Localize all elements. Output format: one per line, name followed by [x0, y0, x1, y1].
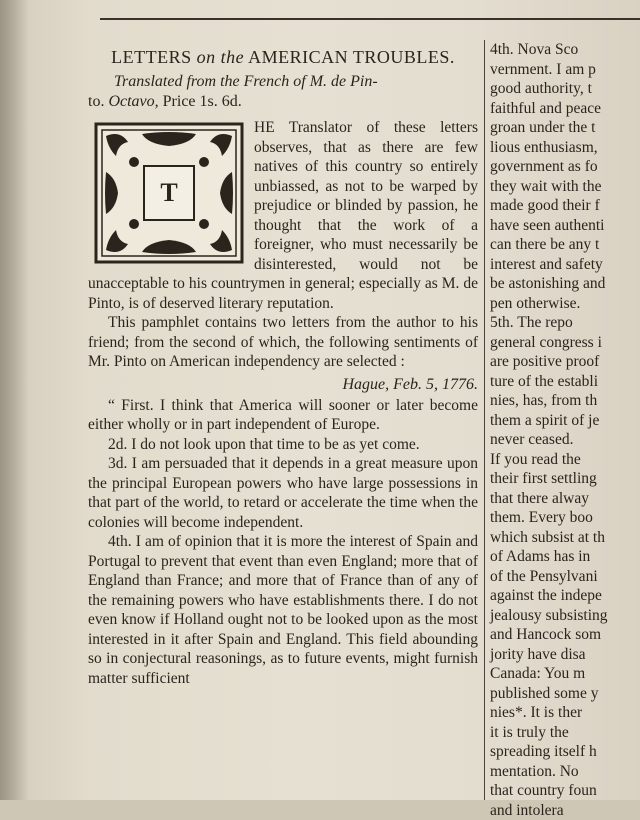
- right-column-line: that country foun: [490, 781, 640, 801]
- paragraph-pamphlet: This pamphlet contains two letters from the author to his friend; from the second of which, the following sentiments of Mr. Pinto on American independency are selected :: [88, 313, 478, 372]
- right-column-line: nies*. It is ther: [490, 703, 640, 723]
- publication-author-tail: to.: [88, 93, 104, 110]
- right-column-line: faithful and peace: [490, 99, 640, 119]
- right-column-line: can there be any t: [490, 235, 640, 255]
- right-column-line: groan under the t: [490, 118, 640, 138]
- right-column-line: jealousy subsisting: [490, 606, 640, 626]
- translated-line: Translated from the French of M. de Pin-: [114, 72, 478, 92]
- right-column-line: they wait with the: [490, 177, 640, 197]
- left-column: [88, 40, 478, 688]
- right-column-line: that there alway: [490, 489, 640, 509]
- heading-on-the: on the: [197, 47, 245, 67]
- paragraph-translator: HE Translator of these letters observes, that as there are few natives of this country so entirely unbiassed, as not to be warped by prejudice or blinded by passion, he thought that the work of a foreigner, who must necessarily be disinterested, would not be unacceptable to his countrymen in general; especially as M. de Pinto, is of deserved literary reputation.: [88, 118, 478, 313]
- right-column-line: Canada: You m: [490, 664, 640, 684]
- dateline: Hague, Feb. 5, 1776.: [88, 376, 478, 394]
- right-column-line: spreading itself h: [490, 742, 640, 762]
- right-column-line: and Hancock som: [490, 625, 640, 645]
- paragraph-second: 2d. I do not look upon that time to be as yet come.: [88, 435, 478, 455]
- right-column-line: pen otherwise.: [490, 294, 640, 314]
- paragraph-third: 3d. I am persuaded that it depends in a great measure upon the principal European powers who have large possessions in that part of the world, to retard or accelerate the time when the colonies will become independent.: [88, 454, 478, 532]
- right-column-line: against the indepe: [490, 586, 640, 606]
- heading-american-troubles: AMERICAN TROUBLES.: [248, 47, 455, 67]
- right-column-line: of the Pensylvani: [490, 567, 640, 587]
- right-column-line: and intolera: [490, 801, 640, 820]
- right-column-line: which subsist at th: [490, 528, 640, 548]
- right-column-line: are positive proof: [490, 352, 640, 372]
- publication-format: Octavo,: [108, 93, 158, 110]
- right-column-line: be astonishing and: [490, 274, 640, 294]
- right-column-line: never ceased.: [490, 430, 640, 450]
- right-column: [490, 40, 640, 800]
- right-column-line: 5th. The repo: [490, 313, 640, 333]
- right-column-line: nies, has, from th: [490, 391, 640, 411]
- publication-details: [88, 92, 478, 112]
- heading-letters: LETTERS: [111, 47, 192, 67]
- right-column-line: government as fo: [490, 157, 640, 177]
- top-rule: [100, 18, 640, 20]
- paragraph-fourth: 4th. I am of opinion that it is more the interest of Spain and Portugal to prevent that event than even England; more that of England than France; and more that of France than of any of the remaining powers who have establishments there. I do not even know if Holland ought not to be looked upon as the most interested in it after Spain and England. This field abounding so in conjectural reasonings, as to future events, might furnish matter sufficient: [88, 532, 478, 688]
- right-column-line: interest and safety: [490, 255, 640, 275]
- right-column-line: published some y: [490, 684, 640, 704]
- decorative-initial: [94, 122, 244, 264]
- right-column-line: 4th. Nova Sco: [490, 40, 640, 60]
- right-column-line: If you read the: [490, 450, 640, 470]
- initial-letter: T: [144, 166, 194, 220]
- right-column-line: jority have disa: [490, 645, 640, 665]
- page-gutter-shadow: [0, 0, 28, 800]
- right-column-line: vernment. I am p: [490, 60, 640, 80]
- right-column-line: of Adams has in: [490, 547, 640, 567]
- article-heading: [88, 46, 478, 68]
- right-column-line: them. Every boo: [490, 508, 640, 528]
- right-column-line: their first settling: [490, 469, 640, 489]
- right-column-line: them a spirit of je: [490, 411, 640, 431]
- right-column-line: made good their f: [490, 196, 640, 216]
- right-column-line: it is truly the: [490, 723, 640, 743]
- right-column-line: ture of the establi: [490, 372, 640, 392]
- right-column-line: lious enthusiasm,: [490, 138, 640, 158]
- opening-paragraph-block: [88, 118, 478, 313]
- right-column-line: general congress i: [490, 333, 640, 353]
- paragraph-first: “ First. I think that America will sooner or later become either wholly or in part independent of Europe.: [88, 396, 478, 435]
- right-column-line: have seen authenti: [490, 216, 640, 236]
- publication-price: Price 1s. 6d.: [163, 93, 242, 110]
- right-column-line: mentation. No: [490, 762, 640, 782]
- right-column-line: good authority, t: [490, 79, 640, 99]
- column-rule: [484, 40, 485, 800]
